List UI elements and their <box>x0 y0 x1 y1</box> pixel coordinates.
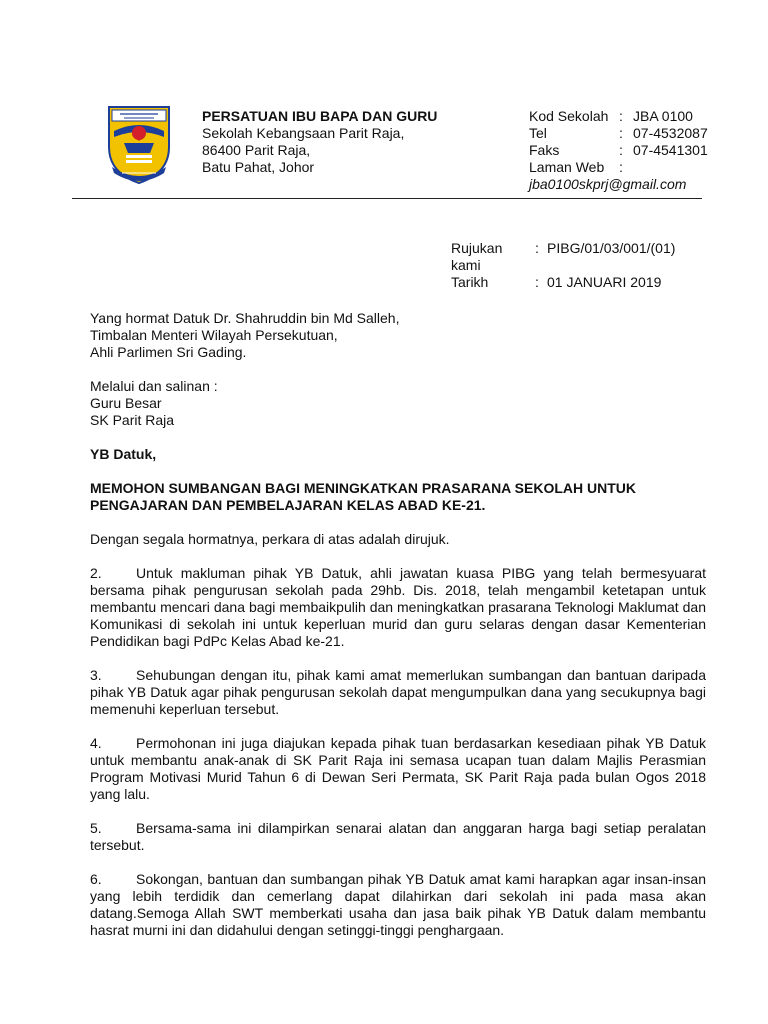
date-label: Tarikh <box>451 274 489 290</box>
separator: : <box>619 142 623 158</box>
date-value: 01 JANUARI 2019 <box>547 274 662 290</box>
paragraph-text: Permohonan ini juga diajukan kepada pihak tuan berdasarkan kesediaan pihak YB Datuk untuk membantu anak-anak di SK Parit Raja ini semasa ucapan tuan dalam Majlis Perasmian Program Motivasi Murid Tahun 6 di Dewan Seri Permata, SK Parit Raja pada bulan Ogos 2018 yang lalu. <box>90 735 706 802</box>
reference-block <box>451 240 675 291</box>
letterhead-divider <box>72 198 702 199</box>
separator: : <box>619 125 623 141</box>
paragraph-number: 6. <box>90 871 102 887</box>
subject-line: PENGAJARAN DAN PEMBELAJARAN KELAS ABAD KE-21. <box>90 497 486 513</box>
paragraph-text: Untuk makluman pihak YB Datuk, ahli jawatan kuasa PIBG yang telah bermesyuarat bersama pihak pengurusan sekolah pada 29hb. Dis. 2018, telah mengambil ketetapan untuk membantu mencari dana bagi membaikpulih dan meningkatkan prasarana Teknologi Maklumat dan Komunikasi di sekolah ini untuk keperluan murid dan guru selaras dengan dasar Kementerian Pendidikan bagi PdPc Kelas Abad ke-21. <box>90 565 706 649</box>
paragraph-text: Sehubungan dengan itu, pihak kami amat memerlukan sumbangan dan bantuan daripada pihak YB Datuk agar pihak pengurusan sekolah dapat mengumpulkan dana yang secukupnya bagi memenuhi keperluan tersebut. <box>90 667 706 717</box>
separator: : <box>619 108 623 124</box>
school-code-value: JBA 0100 <box>633 108 693 124</box>
paragraph-number: 4. <box>90 735 102 751</box>
subject-line: MEMOHON SUMBANGAN BAGI MENINGKATKAN PRASARANA SEKOLAH UNTUK <box>90 480 636 496</box>
paragraph <box>90 735 706 803</box>
letterhead-organisation <box>202 108 437 176</box>
opening-line: Dengan segala hormatnya, perkara di atas adalah dirujuk. <box>90 531 450 547</box>
school-crest-icon <box>106 101 172 185</box>
date-row <box>451 274 675 291</box>
paragraph-number: 2. <box>90 565 102 581</box>
paragraph <box>90 871 706 939</box>
copy-to-line: Guru Besar <box>90 395 162 411</box>
paragraph <box>90 565 706 650</box>
school-code-row <box>529 108 708 125</box>
copy-to-line: Melalui dan salinan : <box>90 378 218 394</box>
copy-to <box>90 378 706 429</box>
tel-value: 07-4532087 <box>633 125 708 141</box>
letterhead-contact <box>529 108 708 193</box>
separator: : <box>535 240 539 256</box>
organisation-name: PERSATUAN IBU BAPA DAN GURU <box>202 108 438 124</box>
reference-row <box>451 240 675 274</box>
website-row <box>529 159 708 176</box>
fax-row <box>529 142 708 159</box>
school-code-label: Kod Sekolah <box>529 108 609 124</box>
email-address[interactable]: jba0100skprj@gmail.com <box>529 176 687 192</box>
district-state: Batu Pahat, Johor <box>202 159 315 175</box>
recipient-address <box>90 310 706 361</box>
paragraph-text: Bersama-sama ini dilampirkan senarai alatan dan anggaran harga bagi setiap peralatan tersebut. <box>90 820 706 853</box>
reference-value: PIBG/01/03/001/(01) <box>547 240 676 256</box>
separator: : <box>619 159 623 175</box>
separator: : <box>535 274 539 290</box>
letter-subject <box>90 480 706 514</box>
copy-to-line: SK Parit Raja <box>90 412 175 428</box>
recipient-line: Timbalan Menteri Wilayah Persekutuan, <box>90 327 338 343</box>
letter-body <box>90 310 706 956</box>
paragraph <box>90 667 706 718</box>
salutation: YB Datuk, <box>90 446 157 462</box>
paragraph <box>90 820 706 854</box>
postcode-town: 86400 Parit Raja, <box>202 142 311 158</box>
paragraph-number: 3. <box>90 667 102 683</box>
reference-label: Rujukan kami <box>451 240 503 273</box>
tel-label: Tel <box>529 125 547 141</box>
recipient-line: Yang hormat Datuk Dr. Shahruddin bin Md Salleh, <box>90 310 400 326</box>
website-label: Laman Web <box>529 159 605 175</box>
recipient-line: Ahli Parlimen Sri Gading. <box>90 344 247 360</box>
school-name: Sekolah Kebangsaan Parit Raja, <box>202 125 405 141</box>
paragraph-number: 5. <box>90 820 102 836</box>
tel-row <box>529 125 708 142</box>
fax-label: Faks <box>529 142 560 158</box>
paragraph-text: Sokongan, bantuan dan sumbangan pihak YB Datuk amat kami harapkan agar insan-insan yang lebih terdidik dan cemerlang dapat dilahirkan dari sekolah ini pada masa akan datang.Semoga Allah SWT memberkati usaha dan jasa baik pihak YB Datuk dalam membantu hasrat murni ini dan didahului dengan setinggi-tinggi penghargaan. <box>90 871 706 938</box>
fax-value: 07-4541301 <box>633 142 708 158</box>
